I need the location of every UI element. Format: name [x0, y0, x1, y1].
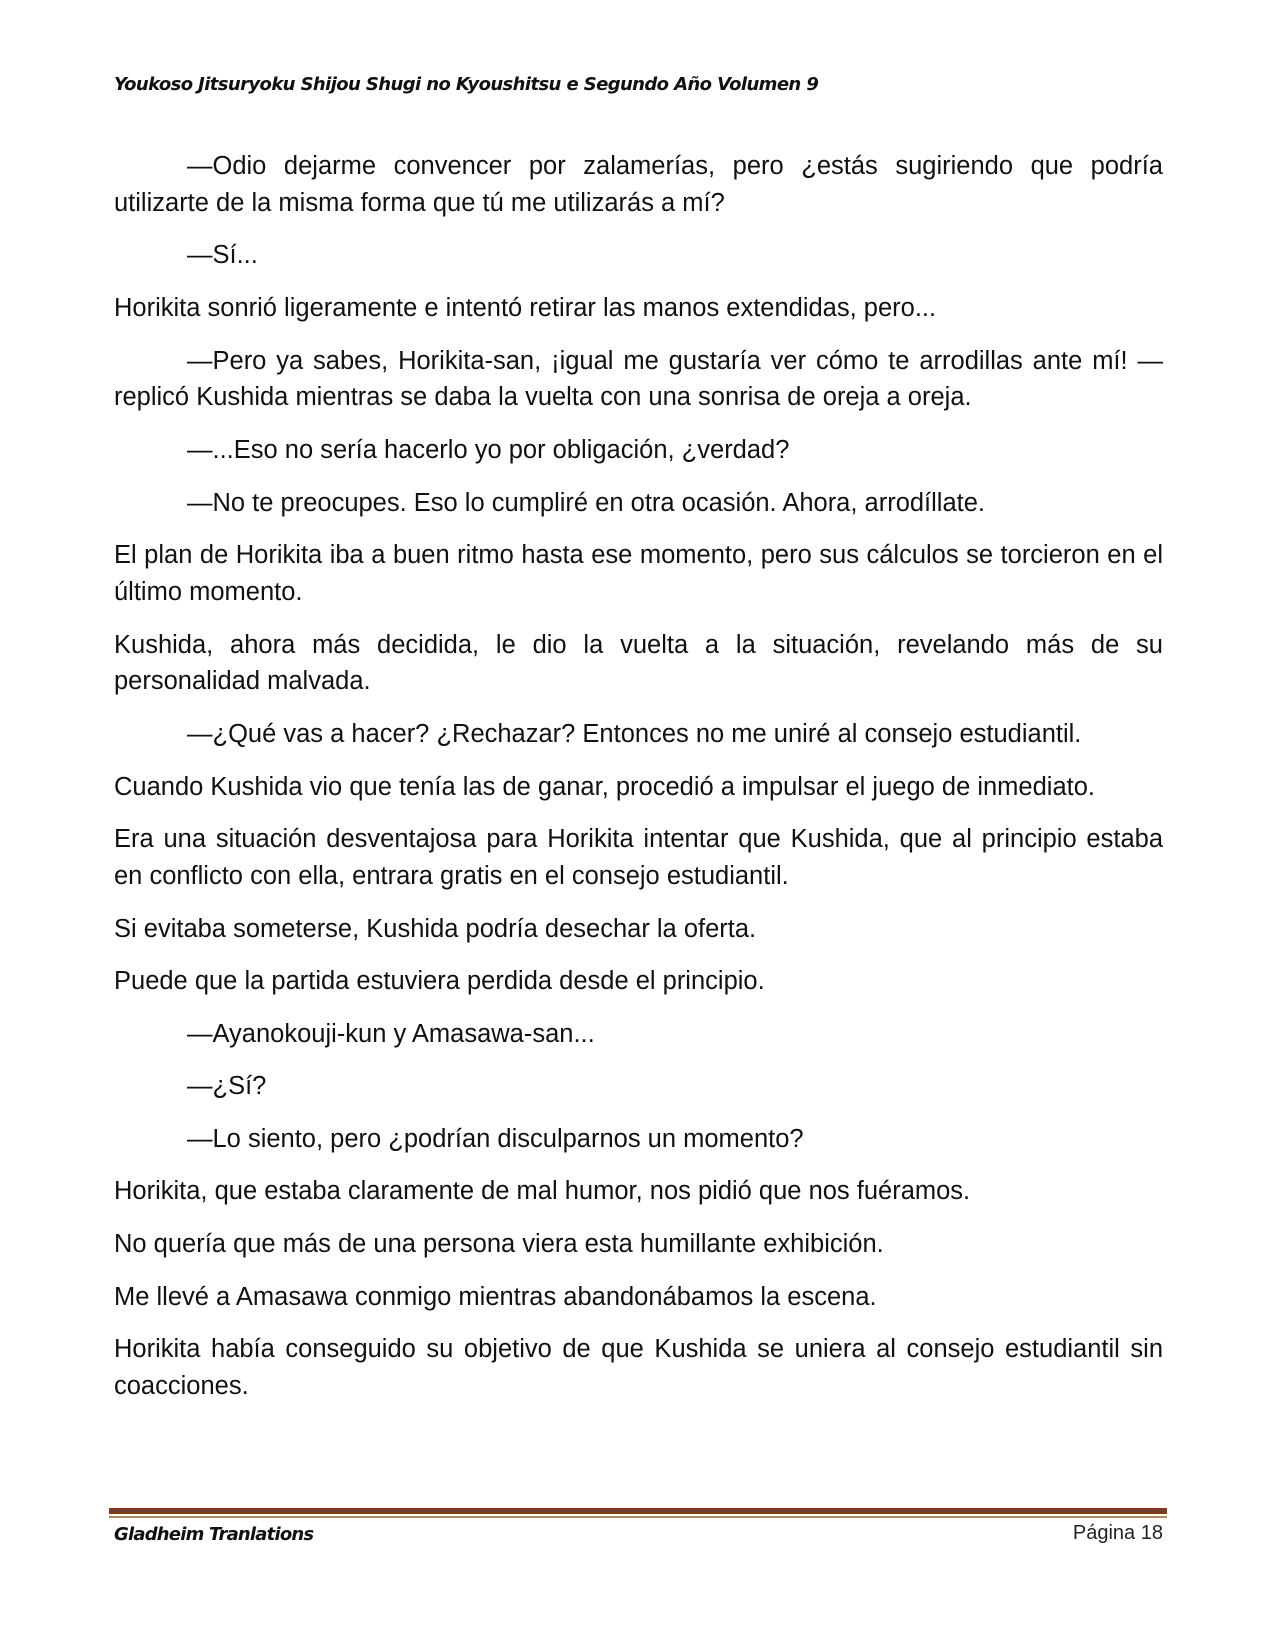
paragraph: —Pero ya sabes, Horikita-san, ¡igual me gustaría ver cómo te arrodillas ante mí! —replicó Kushida mientras se daba la vuelta con una sonrisa de oreja a oreja. — [114, 346, 1163, 412]
running-header: Youkoso Jitsuryoku Shijou Shugi no Kyoushitsu e Segundo Año Volumen 9 — [114, 74, 819, 95]
paragraph: —¿Sí? — [187, 1072, 267, 1101]
footer-credit: Gladheim Tranlations — [114, 1524, 314, 1545]
page-body — [114, 148, 1163, 1421]
page-number — [1073, 1522, 1163, 1545]
paragraph: —Sí... — [187, 241, 258, 270]
paragraph: —Ayanokouji-kun y Amasawa-san... — [187, 1019, 595, 1048]
page-label: Página — [1072, 1522, 1136, 1544]
paragraph: Cuando Kushida vio que tenía las de ganar, procedió a impulsar el juego de inmediato. — [114, 772, 1095, 801]
paragraph: Era una situación desventajosa para Horikita intentar que Kushida, que al principio estaba en conflicto con ella, entrara gratis en el consejo estudiantil. — [114, 825, 1163, 890]
paragraph: —No te preocupes. Eso lo cumpliré en otra ocasión. Ahora, arrodíllate. — [187, 488, 986, 517]
paragraph: —Odio dejarme convencer por zalamerías, pero ¿estás sugiriendo que podría utilizarte de la misma forma que tú me utilizarás a mí? — [114, 152, 1163, 217]
paragraph: Puede que la partida estuviera perdida desde el principio. — [114, 967, 765, 996]
footer-rule — [109, 1508, 1167, 1514]
paragraph: Me llevé a Amasawa conmigo mientras abandonábamos la escena. — [114, 1282, 877, 1311]
page-number-value: 18 — [1140, 1522, 1163, 1544]
paragraph: Kushida, ahora más decidida, le dio la vuelta a la situación, revelando más de su personalidad malvada. — [114, 630, 1163, 696]
paragraph: El plan de Horikita iba a buen ritmo hasta ese momento, pero sus cálculos se torcieron en el último momento. — [114, 541, 1163, 606]
paragraph: Horikita, que estaba claramente de mal humor, nos pidió que nos fuéramos. — [114, 1177, 971, 1206]
paragraph: —Lo siento, pero ¿podrían disculparnos un momento? — [187, 1124, 804, 1153]
footer-rule-thin — [109, 1516, 1167, 1518]
paragraph: Si evitaba someterse, Kushida podría desechar la oferta. — [114, 914, 757, 943]
paragraph: Horikita sonrió ligeramente e intentó retirar las manos extendidas, pero... — [114, 293, 937, 322]
paragraph: No quería que más de una persona viera esta humillante exhibición. — [114, 1230, 884, 1259]
paragraph: —...Eso no sería hacerlo yo por obligación, ¿verdad? — [187, 435, 790, 464]
paragraph: Horikita había conseguido su objetivo de que Kushida se uniera al consejo estudiantil sin coacciones. — [114, 1335, 1163, 1401]
paragraph: —¿Qué vas a hacer? ¿Rechazar? Entonces no me uniré al consejo estudiantil. — [187, 719, 1082, 748]
